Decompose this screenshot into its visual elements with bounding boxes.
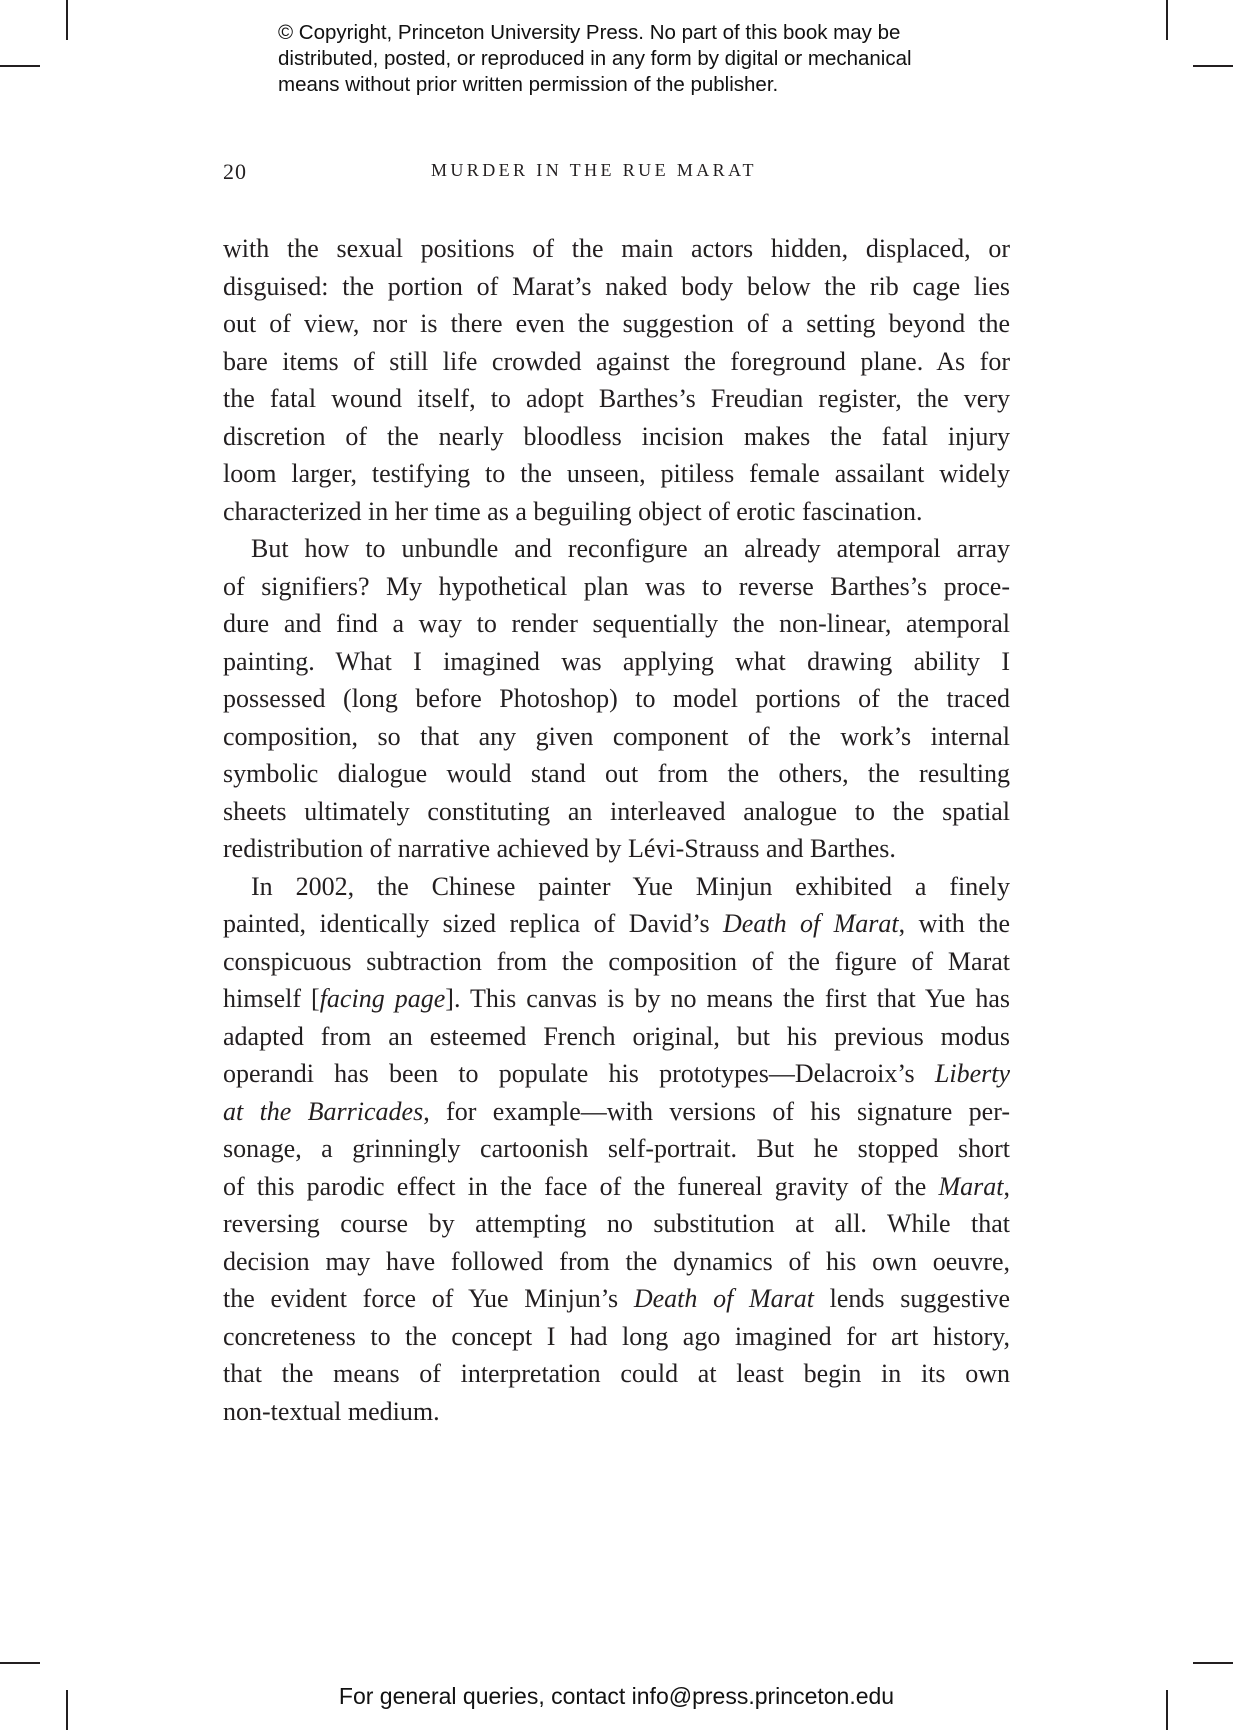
crop-mark xyxy=(66,0,68,40)
text-run: the evident force of Yue Minjun’s xyxy=(223,1284,634,1313)
text-line xyxy=(223,1280,1010,1318)
body-text xyxy=(223,230,1010,1430)
text-line: painting. What I imagined was applying what drawing ability I xyxy=(223,646,1010,676)
text-line xyxy=(223,1055,1010,1093)
italic-title: Death of Marat xyxy=(723,909,899,938)
text-line: decision may have followed from the dynamics of his own oeuvre, xyxy=(223,1246,1010,1276)
italic-title: Death of Marat xyxy=(633,1284,814,1313)
text-line: bare items of still life crowded against the foreground plane. As for xyxy=(223,346,1010,376)
text-line: dure and find a way to render sequentially the non-linear, atemporal xyxy=(223,609,1010,638)
text-line: sonage, a grinningly cartoonish self-portrait. But he stopped short xyxy=(223,1134,1010,1163)
text-line: discretion of the nearly bloodless incision makes the fatal injury xyxy=(223,421,1010,451)
text-line: In 2002, the Chinese painter Yue Minjun exhibited a finely xyxy=(251,871,1010,901)
text-line: of signifiers? My hypothetical plan was to reverse Barthes’s proce- xyxy=(223,571,1010,601)
crop-mark xyxy=(1193,1662,1233,1664)
text-line: with the sexual positions of the main actors hidden, displaced, or xyxy=(223,234,1010,263)
crop-mark xyxy=(0,1662,40,1664)
text-line: reversing course by attempting no substitution at all. While that xyxy=(223,1209,1010,1238)
crop-mark xyxy=(1166,0,1168,40)
text-line xyxy=(223,905,1010,943)
text-line: composition, so that any given component of the work’s internal xyxy=(223,721,1010,751)
text-line xyxy=(223,1093,1010,1131)
italic-title: Marat xyxy=(938,1171,1004,1201)
italic-title: Liberty xyxy=(934,1059,1010,1088)
text-line xyxy=(223,1168,1010,1206)
copyright-notice xyxy=(278,20,998,98)
text-run: ]. This canvas is by no means the first that Yue has xyxy=(445,984,1010,1013)
text-line: characterized in her time as a beguiling object of erotic fascination. xyxy=(223,496,923,526)
text-line: redistribution of narrative achieved by Lévi-Strauss and Barthes. xyxy=(223,834,896,863)
text-line: But how to unbundle and reconfigure an already atemporal array xyxy=(251,534,1010,563)
text-line: symbolic dialogue would stand out from the others, the resulting xyxy=(223,759,1010,788)
copyright-line: means without prior written permission of the publisher. xyxy=(278,73,779,96)
text-line: adapted from an esteemed French original, but his previous modus xyxy=(223,1021,1010,1051)
text-run: , for example—with versions of his signature per- xyxy=(423,1096,1011,1126)
page-number: 20 xyxy=(223,159,247,184)
text-run: lends suggestive xyxy=(813,1284,1010,1313)
text-line: loom larger, testifying to the unseen, pitiless female assailant widely xyxy=(223,459,1010,488)
copyright-line: distributed, posted, or reproduced in any form by digital or mechanical xyxy=(278,47,912,70)
copyright-line: © Copyright, Princeton University Press. No part of this book may be xyxy=(278,21,901,44)
text-run: of this parodic effect in the face of the funereal gravity of the xyxy=(223,1171,939,1201)
crop-mark xyxy=(0,65,40,67)
text-line: possessed (long before Photoshop) to model portions of the traced xyxy=(223,684,1010,713)
italic-reference: facing page xyxy=(319,984,446,1013)
text-line: non-textual medium. xyxy=(223,1396,440,1426)
crop-mark xyxy=(1193,65,1233,67)
running-head: MURDER IN THE RUE MARAT xyxy=(431,160,757,180)
text-line: concreteness to the concept I had long ago imagined for art history, xyxy=(223,1321,1010,1351)
text-run: , with the xyxy=(898,909,1010,938)
text-line: out of view, nor is there even the suggestion of a setting beyond the xyxy=(223,309,1010,338)
text-line: disguised: the portion of Marat’s naked body below the rib cage lies xyxy=(223,271,1010,301)
text-line: conspicuous subtraction from the composition of the figure of Marat xyxy=(223,946,1010,976)
text-run: operandi has been to populate his prototypes—Delacroix’s xyxy=(223,1059,935,1088)
italic-title: at the Barricades xyxy=(223,1096,424,1126)
footer-contact: For general queries, contact info@press.princeton.edu xyxy=(338,1683,895,1709)
text-run: painted, identically sized replica of David’s xyxy=(223,909,724,938)
text-line: sheets ultimately constituting an interleaved analogue to the spatial xyxy=(223,796,1010,826)
text-line: that the means of interpretation could at least begin in its own xyxy=(223,1359,1010,1388)
text-line xyxy=(223,980,1010,1018)
text-line: the fatal wound itself, to adopt Barthes’s Freudian register, the very xyxy=(223,384,1010,413)
text-run: , xyxy=(1003,1171,1010,1201)
text-run: himself [ xyxy=(223,984,320,1013)
